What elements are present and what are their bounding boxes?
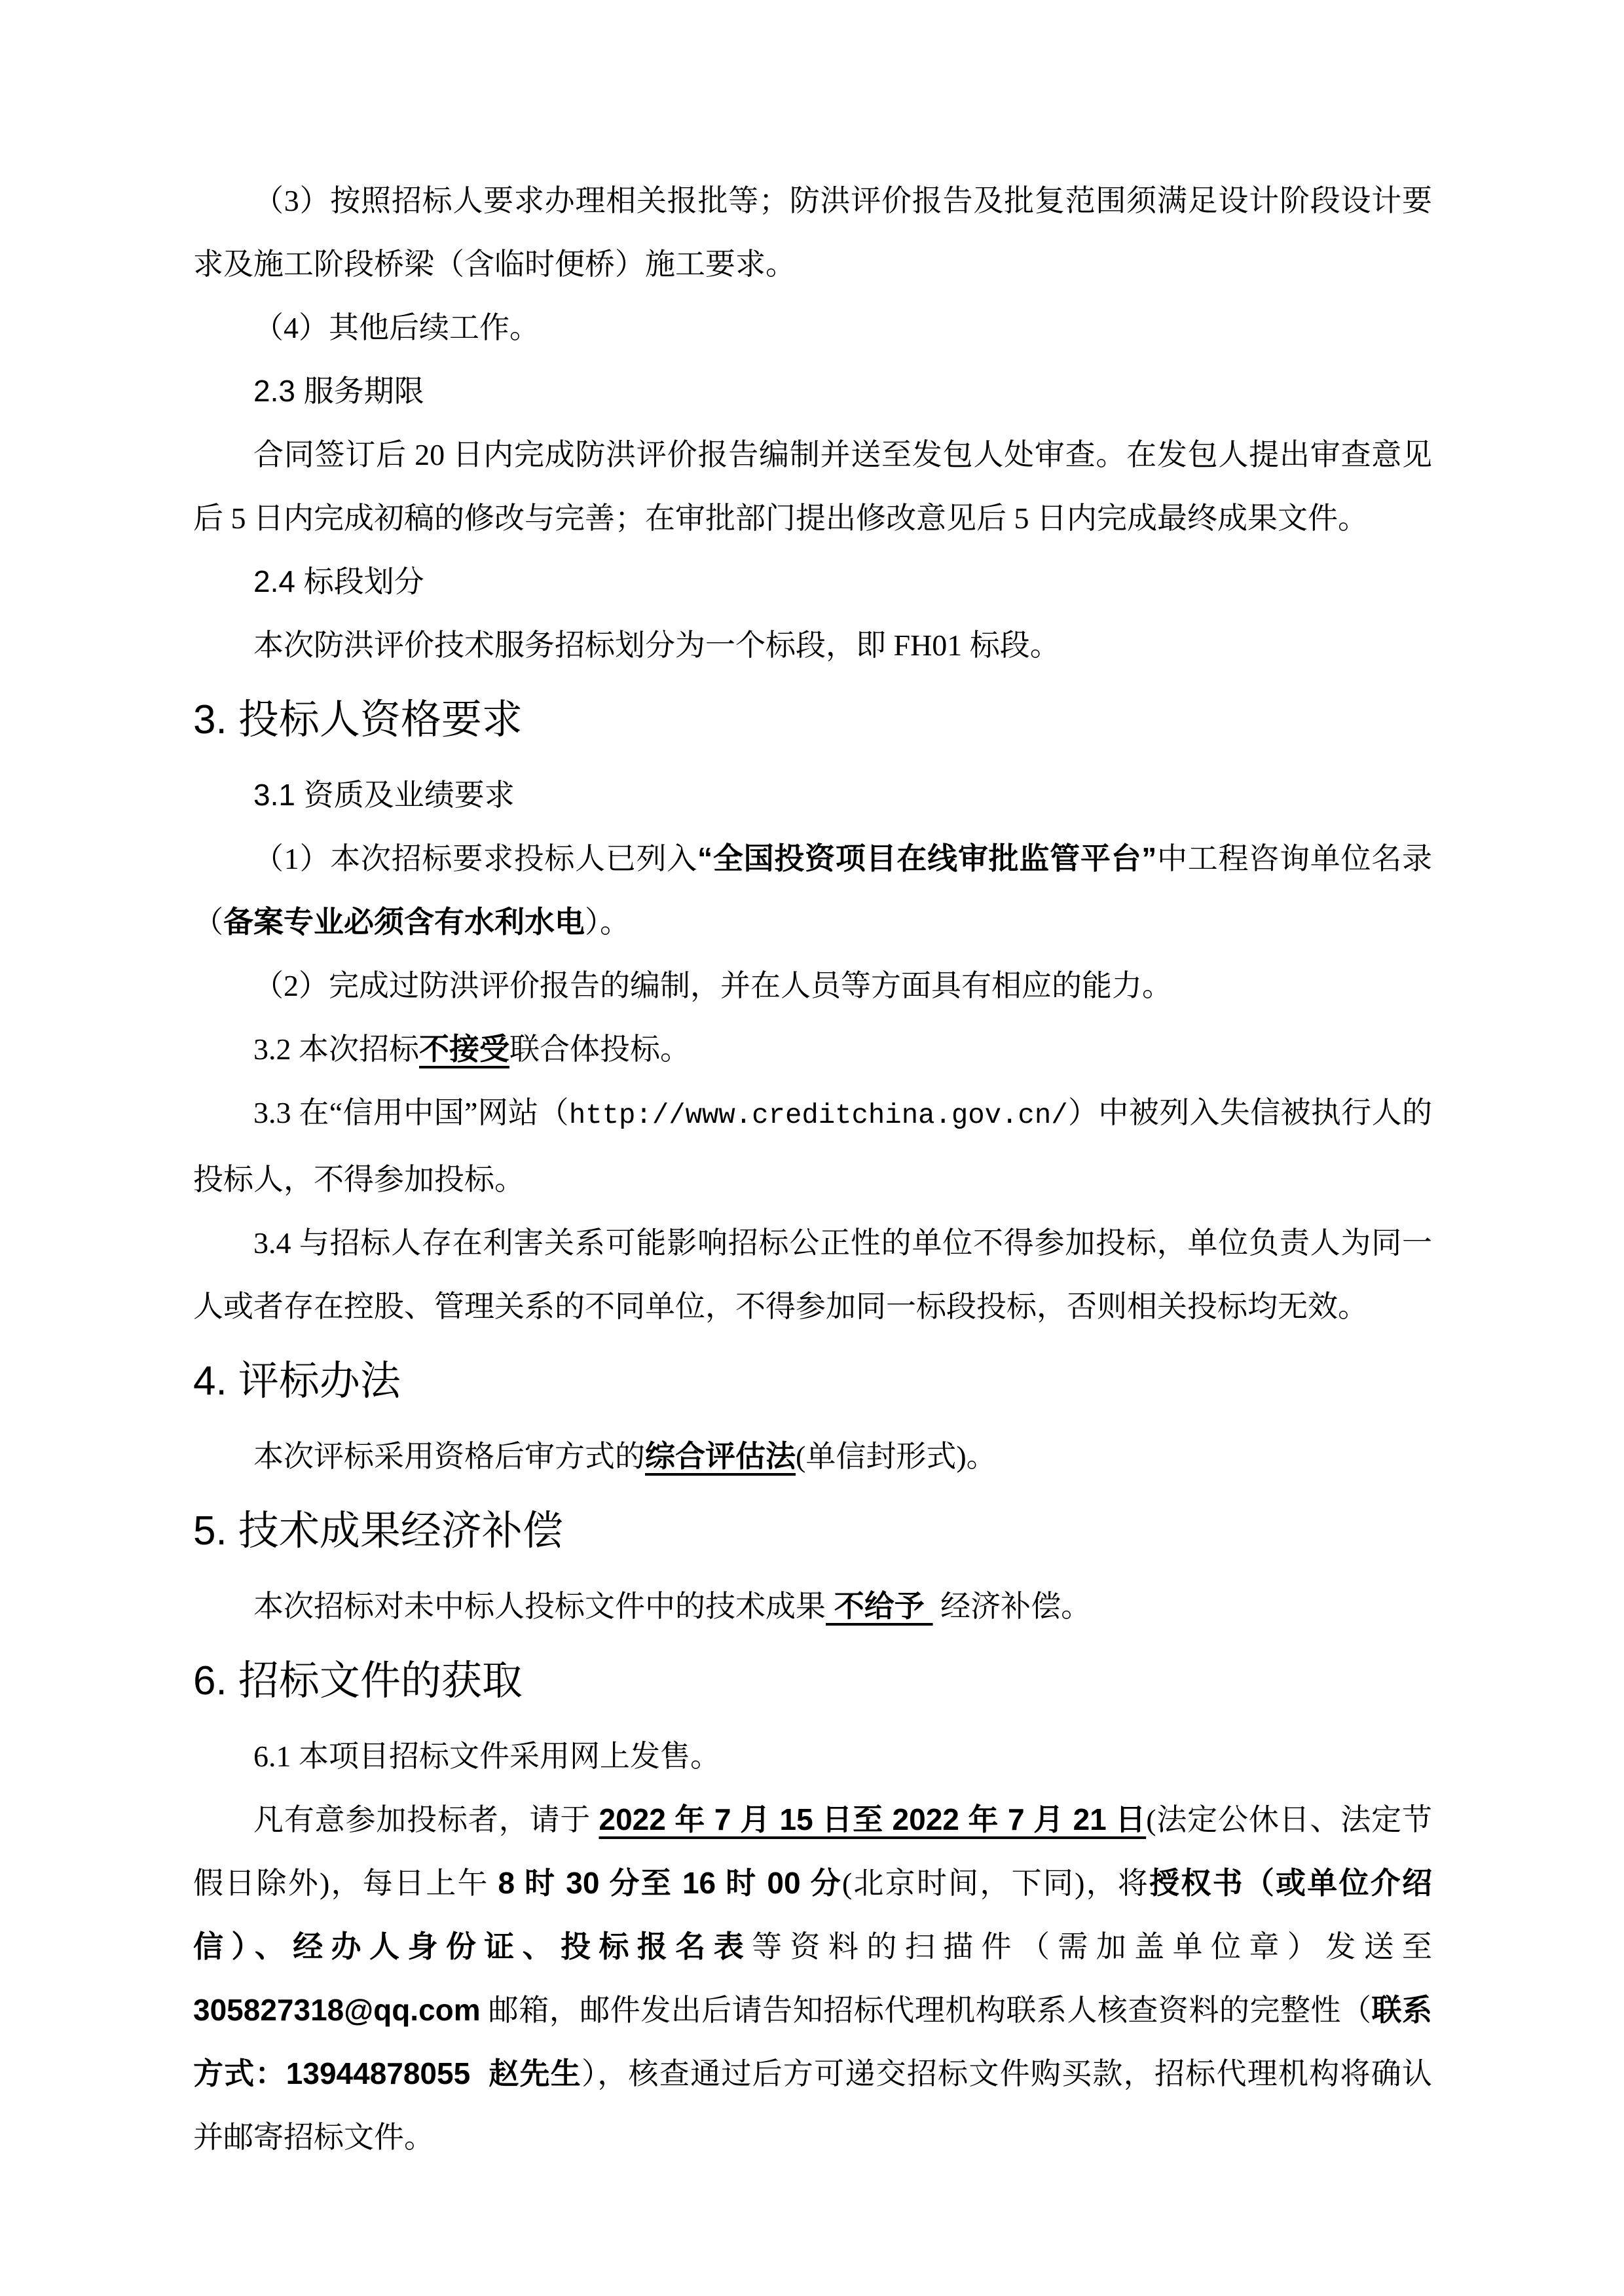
text-run: （2）完成过防洪评价报告的编制，并在人员等方面具有相应的能力。 [253, 969, 1172, 1002]
heading-2-3-service-period [193, 359, 1432, 423]
heading-2-4-section-division [193, 550, 1432, 613]
heading-5-technical-compensation [193, 1488, 1432, 1575]
text-run: 3.4 与招标人存在利害关系可能影响招标公正性的单位不得参加投标，单位负责人为同一人或者存在控股、管理关系的不同单位，不得参加同一标段投标，否则相关投标均无效。 [193, 1226, 1432, 1323]
para-3-1-item-1 [193, 827, 1432, 954]
text-run: （4）其他后续工作。 [253, 311, 540, 344]
email-address-text: 305827318@qq.com [193, 1993, 481, 2027]
text-run: 中工程咨询单位名录（ [193, 842, 1433, 939]
heading-6-document-acquisition [193, 1638, 1432, 1724]
heading-4-evaluation-method [193, 1338, 1432, 1425]
heading-text: 4. 评标办法 [193, 1358, 401, 1404]
text-run: 凡有意参加投标者，请于 [253, 1803, 599, 1836]
not-accepted-text: 不接受 [419, 1032, 509, 1066]
text-run: 等资料的扫描件（需加盖单位章）发送至 [752, 1930, 1432, 1963]
platform-name-text: “全国投资项目在线审批监管平台” [697, 841, 1157, 875]
para-section-division-detail [193, 613, 1432, 677]
contact-phone-text: 联系方式：13944878055 赵先生 [193, 1993, 1433, 2090]
para-4-other-work [193, 296, 1432, 359]
text-run: 6.1 本项目招标文件采用网上发售。 [253, 1740, 720, 1773]
time-range-text: 8 时 30 分至 16 时 00 分 [498, 1866, 842, 1900]
text-run: 邮箱，邮件发出后请告知招标代理机构联系人核查资料的完整性（ [480, 1994, 1372, 2027]
text-run: 合同签订后 20 日内完成防洪评价报告编制并送至发包人处审查。在发包人提出审查意见后 5 日内完成初稿的修改与完善；在审批部门提出修改意见后 5 日内完成最终成果文件。 [193, 438, 1432, 535]
text-run: 经济补偿。 [932, 1590, 1092, 1623]
text-run: (法定公休日、法定节假日除外)，每日上午 [193, 1803, 1433, 1900]
heading-text: 3. 投标人资格要求 [193, 697, 523, 742]
text-run: （3）按照招标人要求办理相关报批等；防洪评价报告及批复范围须满足设计阶段设计要求及施工阶段桥梁（含临时便桥）施工要求。 [193, 184, 1432, 281]
date-range-text: 2022 年 7 月 15 日至 2022 年 7 月 21 日 [599, 1802, 1147, 1836]
text-run: ），核查通过后方可递交招标文件购买款，招标代理机构将确认并邮寄招标文件。 [193, 2057, 1433, 2154]
text-run: 本次防洪评价技术服务招标划分为一个标段，即 FH01 标段。 [253, 629, 1060, 662]
required-documents-text: 授权书（或单位介绍信）、经办人身份证、投标报名表 [193, 1866, 1433, 1963]
text-run: (北京时间，下同)，将 [841, 1867, 1150, 1900]
heading-text: 3.1 资质及业绩要求 [253, 778, 515, 812]
para-evaluation-method-detail [193, 1425, 1432, 1488]
document-body [193, 169, 1432, 2169]
text-run: 联合体投标。 [509, 1032, 690, 1066]
credit-china-url-text: http://www.creditchina.gov.cn/ [568, 1100, 1068, 1131]
heading-3-bidder-qualification [193, 677, 1432, 763]
para-3-1-item-2 [193, 954, 1432, 1017]
heading-text: 2.4 标段划分 [253, 564, 424, 598]
text-run: 本次招标对未中标人投标文件中的技术成果 [253, 1590, 826, 1623]
text-run: ）中被列入失信被执行人的投标人，不得参加投标。 [193, 1096, 1432, 1196]
para-technical-compensation-detail [193, 1575, 1432, 1638]
no-compensation-text: 不给予 [826, 1589, 933, 1623]
para-3-4-conflict-of-interest [193, 1211, 1432, 1338]
text-run: （1）本次招标要求投标人已列入 [253, 842, 698, 875]
text-run: (单信封形式)。 [796, 1440, 997, 1473]
para-3-report-approval [193, 169, 1432, 296]
para-service-period-detail [193, 423, 1432, 550]
para-3-2-no-consortium [193, 1017, 1432, 1081]
text-run: 3.3 在“信用中国”网站（ [253, 1096, 569, 1129]
heading-text: 6. 招标文件的获取 [193, 1658, 523, 1704]
text-run: 3.2 本次招标 [253, 1032, 419, 1066]
text-run: 本次评标采用资格后审方式的 [253, 1440, 645, 1473]
para-3-3-credit-china [193, 1081, 1432, 1211]
heading-text: 5. 技术成果经济补偿 [193, 1508, 563, 1554]
evaluation-method-name-text: 综合评估法 [645, 1439, 796, 1473]
text-run: ）。 [585, 905, 630, 939]
para-6-1-online-sale [193, 1724, 1432, 1788]
required-specialty-text: 备案专业必须含有水利水电 [223, 905, 585, 939]
heading-text: 2.3 服务期限 [253, 374, 424, 408]
para-registration-instructions [193, 1788, 1432, 2169]
heading-3-1-qualification-requirements [193, 763, 1432, 827]
